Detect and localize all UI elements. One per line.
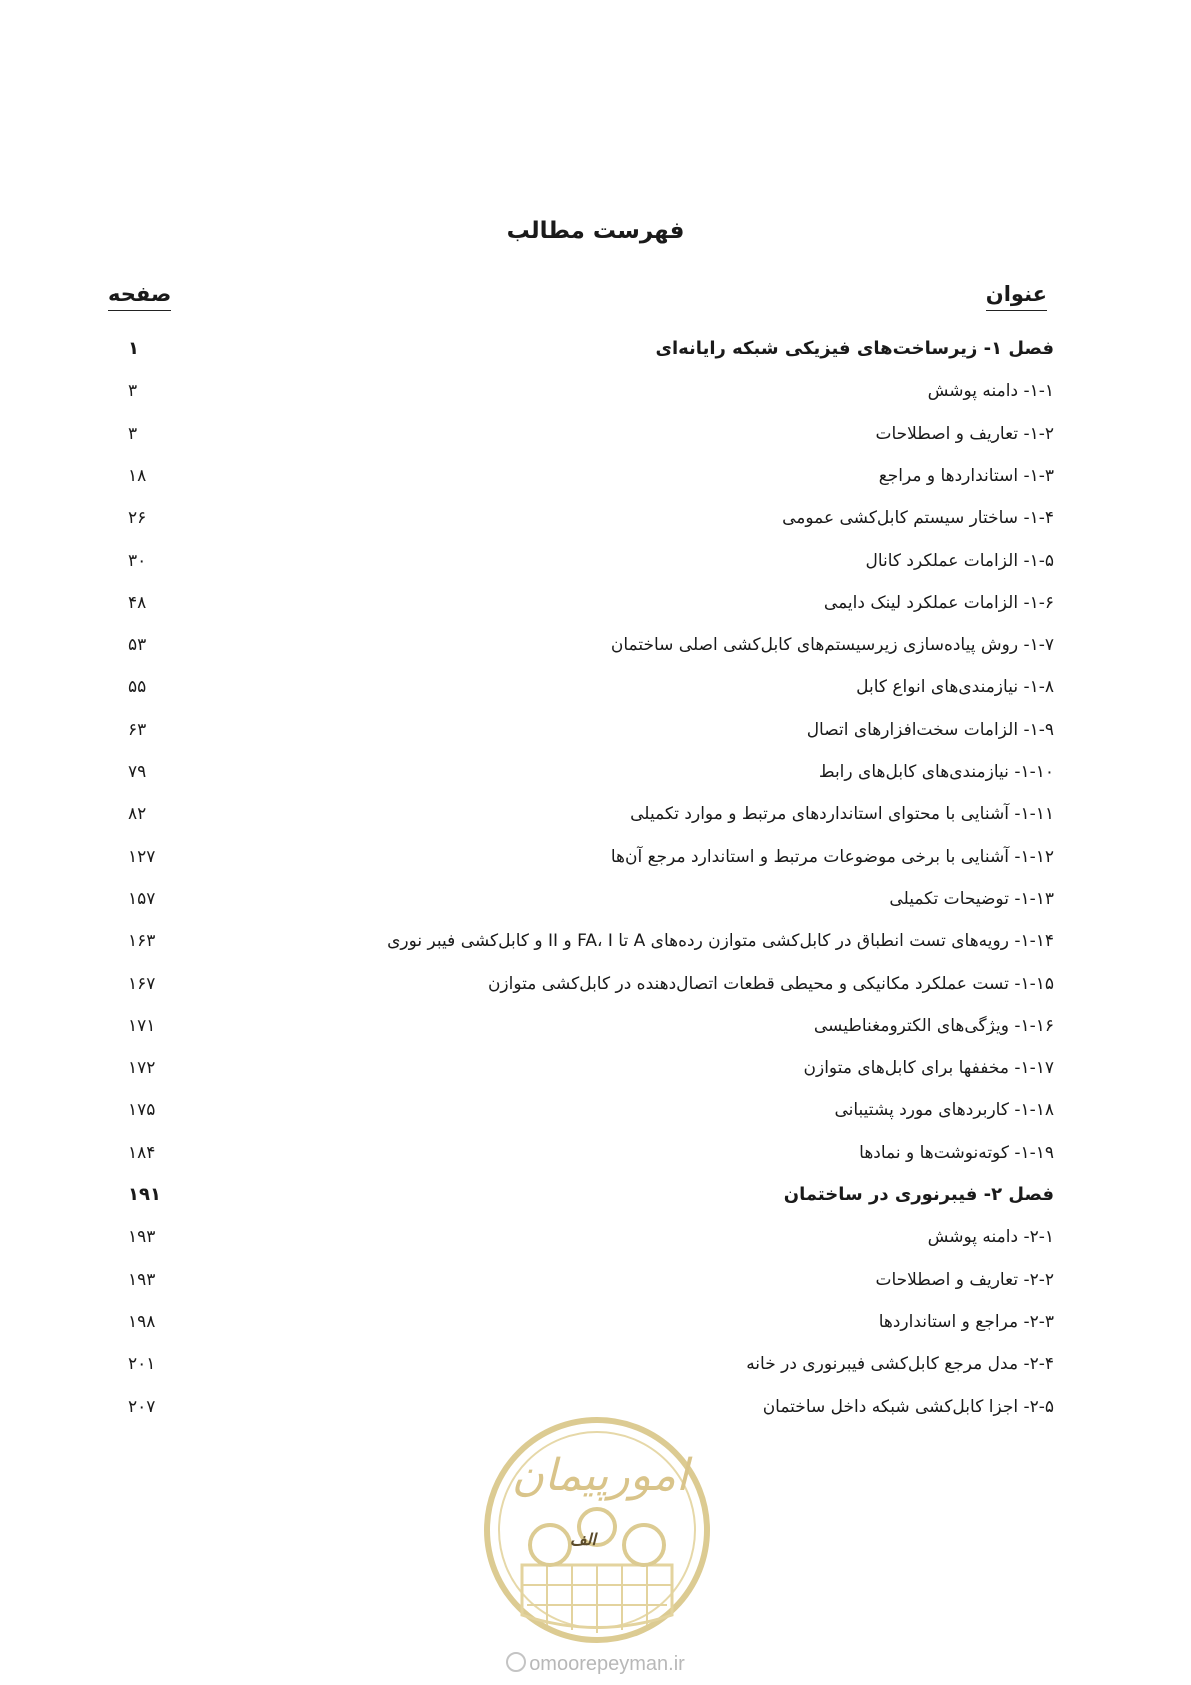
toc-entry[interactable]: [0, 842, 1191, 888]
toc-entry-page: ۱۶۳: [128, 931, 156, 952]
toc-entry-title: ۱-۱۲- آشنایی با برخی موضوعات مرتبط و استاندارد مرجع آن‌ها: [610, 846, 1054, 867]
page-title: فهرست مطالب: [506, 218, 685, 244]
toc-entry-title: ۲-۵- اجزا کابل‌کشی شبکه داخل ساختمان: [762, 1396, 1054, 1417]
toc-entry-page: ۱۷۵: [128, 1100, 156, 1121]
toc-entry-page: ۳: [128, 423, 138, 444]
toc-entry[interactable]: [0, 588, 1191, 634]
globe-icon: [506, 1652, 526, 1672]
toc-entry[interactable]: [0, 1307, 1191, 1353]
toc-entry[interactable]: [0, 1265, 1191, 1311]
toc-entry[interactable]: [0, 503, 1191, 549]
toc-entry-page: ۱: [128, 338, 139, 359]
toc-entry[interactable]: [0, 926, 1191, 972]
toc-entry[interactable]: [0, 969, 1191, 1015]
toc-entry-page: ۲۰۷: [128, 1396, 156, 1417]
toc-chapter-entry[interactable]: [0, 1180, 1191, 1226]
toc-entry-title: ۱-۵- الزامات عملکرد کانال: [865, 550, 1054, 571]
seal-text: امورپیمان: [511, 1450, 689, 1501]
toc-entry-title: ۱-۶- الزامات عملکرد لینک دایمی: [823, 592, 1054, 613]
toc-entry-title: ۱-۱۷- مخففها برای کابل‌های متوازن: [803, 1058, 1054, 1079]
toc-entry-page: ۱۹۱: [128, 1184, 161, 1205]
toc-entry-title: ۱-۱۴- رویه‌های تست انطباق در کابل‌کشی متوازن رده‌های A تا FA، I و II و کابل‌کشی فیبر نوری: [387, 931, 1054, 952]
toc-entry-title: ۱-۱۵- تست عملکرد مکانیکی و محیطی قطعات اتصال‌دهنده در کابل‌کشی متوازن: [487, 973, 1054, 994]
toc-entry[interactable]: [0, 1011, 1191, 1057]
column-header-page: صفحه: [108, 282, 171, 306]
toc-entry-page: ۸۲: [128, 804, 147, 825]
toc-entry[interactable]: [0, 1095, 1191, 1141]
toc-entry-title: ۱-۱۰- نیازمندی‌های کابل‌های رابط: [818, 762, 1054, 782]
toc-entry-page: ۱۶۷: [128, 973, 156, 994]
toc-entry-title: ۱-۱۳- توضیحات تکمیلی: [889, 888, 1054, 909]
toc-entry-page: ۵۵: [128, 677, 147, 698]
toc-entry[interactable]: [0, 630, 1191, 676]
toc-entry-title: ۱-۴- ساختار سیستم کابل‌کشی عمومی: [782, 508, 1054, 529]
website-watermark: omoorepeyman.ir: [0, 1652, 1191, 1676]
toc-entry[interactable]: [0, 1222, 1191, 1268]
toc-entry[interactable]: [0, 884, 1191, 930]
toc-entry-page: ۱۷۱: [128, 1015, 156, 1036]
toc-entry-page: ۱۸۴: [128, 1142, 156, 1163]
toc-entry-title: ۱-۳- استانداردها و مراجع: [878, 465, 1054, 486]
toc-entry-title: ۱-۹- الزامات سخت‌افزارهای اتصال: [806, 719, 1054, 740]
toc-entry-page: ۱۹۸: [128, 1311, 156, 1332]
toc-entry[interactable]: [0, 1053, 1191, 1099]
toc-entry[interactable]: [0, 461, 1191, 507]
toc-entry-title: ۲-۲- تعاریف و اصطلاحات: [875, 1269, 1054, 1290]
toc-entry[interactable]: [0, 1349, 1191, 1395]
toc-entry-page: ۳: [128, 381, 138, 402]
watermark-seal: [482, 1415, 712, 1645]
toc-entry-page: ۱۸: [128, 465, 147, 486]
toc-entry-page: ۳۰: [128, 550, 147, 571]
toc-entry-title: ۱-۷- روش پیاده‌سازی زیرسیستم‌های کابل‌کشی اصلی ساختمان: [610, 635, 1054, 656]
toc-entry-title: فصل ۱- زیرساخت‌های فیزیکی شبکه رایانه‌ای: [655, 338, 1054, 359]
toc-entry-page: ۱۹۳: [128, 1227, 156, 1248]
toc-entry[interactable]: [0, 715, 1191, 761]
toc-entry[interactable]: [0, 672, 1191, 718]
toc-entry-page: ۱۹۳: [128, 1269, 156, 1290]
toc-entry-title: ۱-۱۸- کاربردهای مورد پشتیبانی: [834, 1100, 1054, 1121]
toc-entry-title: ۱-۱۱- آشنایی با محتوای استانداردهای مرتبط و موارد تکمیلی: [630, 804, 1054, 825]
toc-entry-page: ۱۲۷: [128, 846, 156, 867]
toc-entry-title: ۱-۱- دامنه پوشش: [927, 381, 1054, 402]
column-header-title: عنوان: [986, 282, 1047, 306]
toc-entry-page: ۲۰۱: [128, 1354, 156, 1375]
toc-entry-title: ۱-۸- نیازمندی‌های انواع کابل: [856, 677, 1054, 698]
toc-entry[interactable]: [0, 419, 1191, 465]
toc-entry-title: ۱-۱۹- کوته‌نوشت‌ها و نمادها: [859, 1142, 1054, 1163]
toc-entry-title: ۱-۱۶- ویژگی‌های الکترومغناطیسی: [813, 1015, 1054, 1036]
toc-entry-page: ۵۳: [128, 635, 147, 656]
toc-entry-title: ۱-۲- تعاریف و اصطلاحات: [875, 423, 1054, 444]
page-letter: الف: [570, 1530, 596, 1549]
toc-entry-page: ۷۹: [128, 762, 147, 782]
toc-entry-title: ۲-۳- مراجع و استانداردها: [878, 1311, 1054, 1332]
toc-entry-title: ۲-۴- مدل مرجع کابل‌کشی فیبرنوری در خانه: [746, 1354, 1054, 1375]
toc-entry-page: ۲۶: [128, 508, 147, 529]
toc-entry[interactable]: [0, 376, 1191, 422]
toc-entry[interactable]: [0, 1138, 1191, 1184]
toc-entry-page: ۱۷۲: [128, 1058, 156, 1079]
toc-entry[interactable]: [0, 757, 1191, 803]
toc-entry-page: ۶۳: [128, 719, 147, 740]
toc-entry[interactable]: [0, 799, 1191, 845]
toc-entry-title: ۲-۱- دامنه پوشش: [927, 1227, 1054, 1248]
toc-entry-page: ۴۸: [128, 592, 147, 613]
toc-entry-page: ۱۵۷: [128, 888, 156, 909]
toc-entry[interactable]: [0, 546, 1191, 592]
toc-entry-title: فصل ۲- فیبرنوری در ساختمان: [783, 1184, 1054, 1205]
toc-chapter-entry[interactable]: [0, 334, 1191, 380]
